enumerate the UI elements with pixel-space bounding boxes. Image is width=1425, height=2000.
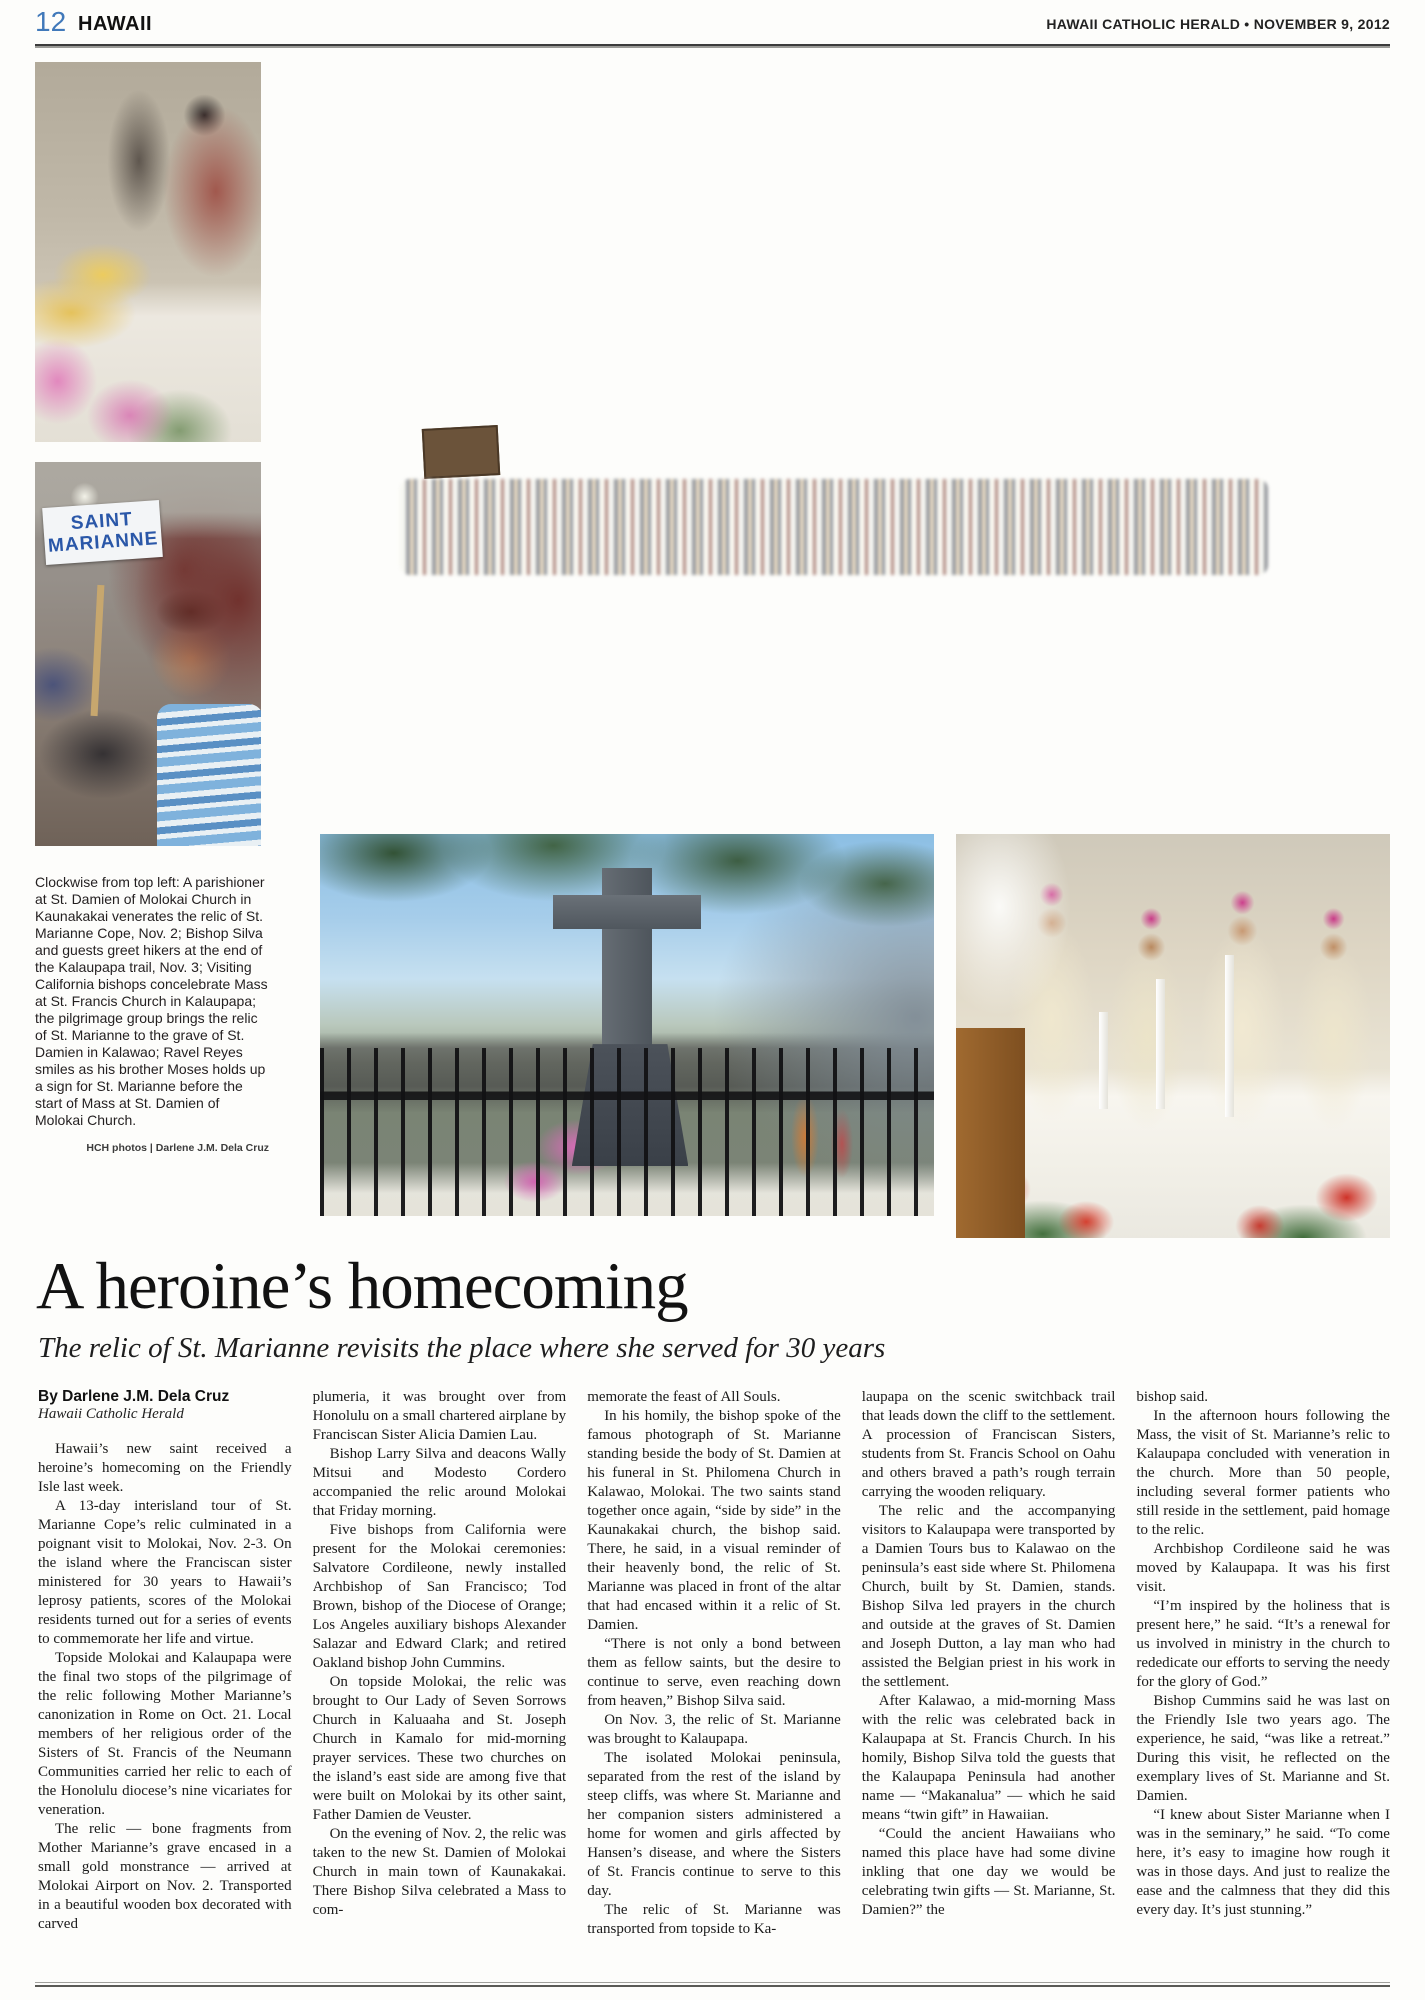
sign-stick [90, 585, 104, 716]
photo-boy-with-sign [35, 462, 261, 846]
photo-parishioner-venerates-relic [35, 62, 261, 442]
masthead-dateline: HAWAII CATHOLIC HERALD • NOVEMBER 9, 2012 [1046, 16, 1390, 32]
article-paragraph: A 13-day interisland tour of St. Marianne Cope’s relic culminated in a poignant visit to Molokai, Nov. 2-3. On the island where the Franciscan sister ministered for 30 years to Hawaii’s leprosy patients, scores of the Molokai residents turned out for a series of events to commemorate her life and virtue. [38, 1498, 292, 1647]
photo-hikers-kalaupapa-trail [278, 62, 1390, 806]
article-paragraph: memorate the feast of All Souls. [587, 1389, 781, 1405]
article-paragraph: bishop said. [1136, 1389, 1209, 1405]
article-headline: A heroine’s homecoming [36, 1249, 688, 1323]
wooden-trail-sign [421, 425, 500, 479]
article-paragraph: plumeria, it was brought over from Honolulu on a small chartered airplane by Franciscan Sister Alicia Damien Lau. [312, 1389, 567, 1443]
footer-rule [35, 1982, 1390, 1987]
article-column [862, 1388, 1116, 1980]
sign-text-line1: SAINT [70, 509, 134, 535]
article-column [313, 1388, 567, 1980]
boy-striped-shirt [157, 704, 261, 846]
article-paragraph: In the afternoon hours following the Mass, the visit of St. Marianne’s relic to Kalaupapa concluded with veneration in the church. More than 50 people, including several former patients who still reside in the settlement, paid homage to the relic. [1136, 1408, 1390, 1538]
altar-candle [1099, 1012, 1108, 1109]
article-paragraph: Five bishops from California were present for the Molokai ceremonies: Salvatore Cordileone, newly installed Archbishop of San Francisco; Tod Brown, bishop of the Diocese of Orange; Los Angeles auxiliary bishops Alexander Salazar and Edward Clark; and retired Oakland bishop John Cummins. [312, 1522, 567, 1671]
article-paragraph: The relic — bone fragments from Mother Marianne’s grave encased in a small gold monstrance — arrived at Molokai Airport on Nov. 2. Transported in a beautiful wooden box decorated with carved [38, 1821, 292, 1932]
article-paragraph: “I knew about Sister Marianne when I was in the seminary,” he said. “To come here, it’s easy to imagine how rough it was in those days. And just to realize the ease and the calmness that they did this every day. It’s just stunning.” [1136, 1807, 1390, 1918]
article-paragraph: After Kalawao, a mid-morning Mass with the relic was celebrated back in Kalaupapa at St. Francis Church. In his homily, Bishop Silva told the guests that the Kalaupapa Peninsula had another name — “Makanalua” — which he said means “twin gift” in Hawaiian. [861, 1693, 1116, 1823]
altar-candle [1225, 955, 1234, 1117]
article-paragraph: In his homily, the bishop spoke of the famous photograph of St. Marianne standing beside the body of St. Damien at his funeral in St. Philomena Church in Kalawao, Molokai. The two saints stand together once again, “side by side” in the Kaunakakai church, the bishop said. There, he said, in a visual reminder of their heavenly bond, the relic of St. Marianne was placed in front of the altar that had encased within it a relic of St. Damien. [587, 1408, 841, 1633]
article-paragraph: On topside Molokai, the relic was brought to Our Lady of Seven Sorrows Church in Kaluaaha and St. Joseph Church in Kamalo for mid-morning prayer services. These two churches on the island’s east side are among five that were built on Molokai by its other saint, Father Damien de Veuster. [312, 1674, 567, 1823]
section-title: HAWAII [78, 13, 153, 35]
article-deck: The relic of St. Marianne revisits the place where she served for 30 years [38, 1332, 886, 1364]
article-body [38, 1388, 1390, 1980]
stone-cross-arms [553, 895, 700, 929]
article-paragraph: “There is not only a bond between them as fellow saints, but the desire to continue to serve, even reaching down from heaven,” Bishop Silva said. [587, 1636, 841, 1709]
article-column [38, 1388, 292, 1980]
article-paragraph: “Could the ancient Hawaiians who named this place have had some divine inkling that one day we would be celebrating twin gifts — St. Marianne, St. Damien?” the [861, 1826, 1116, 1918]
article-paragraph: “I’m inspired by the holiness that is present here,” he said. “It’s a renewal for us involved in ministry in the church to rededicate our efforts to serving the needy for the glory of God.” [1136, 1598, 1390, 1690]
article-paragraph: Archbishop Cordileone said he was moved by Kalaupapa. It was his first visit. [1136, 1541, 1390, 1595]
article-paragraph: On the evening of Nov. 2, the relic was taken to the new St. Damien of Molokai Church in main town of Kaunakakai. There Bishop Silva celebrated a Mass to com- [312, 1826, 567, 1918]
saint-marianne-sign [42, 500, 163, 565]
photo-damien-grave-kalawao [320, 834, 934, 1216]
page-number: 12 [35, 6, 67, 37]
photo-credit: HCH photos | Darlene J.M. Dela Cruz [86, 1142, 269, 1154]
article-paragraph: laupapa on the scenic switchback trail that leads down the cliff to the settlement. A procession of Franciscan Sisters, students from St. Francis School on Oahu and others braved a path’s rough terrain carrying the wooden reliquary. [861, 1389, 1116, 1500]
article-paragraph: Hawaii’s new saint received a heroine’s homecoming on the Friendly Isle last week. [38, 1441, 292, 1495]
article-paragraph: Bishop Larry Silva and deacons Wally Mitsui and Modesto Cordero accompanied the relic around Molokai that Friday morning. [312, 1446, 567, 1519]
article-paragraph: The isolated Molokai peninsula, separated from the rest of the island by steep cliffs, was where St. Marianne and her companion sisters administered a home for women and girls affected by Hansen’s disease, and where the Sisters of St. Francis continue to serve to this day. [587, 1750, 841, 1899]
byline: By Darlene J.M. Dela Cruz [38, 1388, 230, 1405]
article-paragraph: Topside Molokai and Kalaupapa were the final two stops of the pilgrimage of the relic following Mother Marianne’s canonization in Rome on Oct. 21. Local members of her religious order of the Sisters of St. Francis of the Neumann Communities carried her relic to each of the Honolulu diocese’s nine vicariates for veneration. [38, 1650, 292, 1818]
article-column [587, 1388, 841, 1980]
article-paragraph: The relic and the accompanying visitors to Kalaupapa were transported by a Damien Tours bus to Kalawao on the peninsula’s east side where St. Philomena Church, built by St. Damien, stands. Bishop Silva led prayers in the church and outside at the graves of St. Damien and Joseph Dutton, a lay man who had assisted the Belgian priest in his work in the settlement. [861, 1503, 1116, 1690]
photo-bishops-mass-altar [956, 834, 1390, 1238]
crowd-of-hikers [400, 479, 1267, 576]
article-paragraph: Bishop Cummins said he was last on the Friendly Isle two years ago. The experience, he said, “was like a retreat.” During this visit, he reflected on the exemplary lives of St. Marianne and St. Damien. [1136, 1693, 1390, 1804]
sign-text-line2: MARIANNE [47, 528, 160, 558]
article-paragraph: The relic of St. Marianne was transported from topside to Ka- [587, 1902, 841, 1937]
iron-fence [320, 1048, 934, 1216]
altar-candle [1156, 979, 1165, 1108]
article-column [1136, 1388, 1390, 1980]
article-paragraph: On Nov. 3, the relic of St. Marianne was brought to Kalaupapa. [587, 1712, 841, 1747]
photo-caption: Clockwise from top left: A parishioner at St. Damien of Molokai Church in Kaunakakai venerates the relic of St. Marianne Cope, Nov. 2; Bishop Silva and guests greet hikers at the end of the Kalaupapa trail, Nov. 3; Visiting California bishops concelebrate Mass at St. Francis Church in Kalaupapa; the pilgrimage group brings the relic of St. Marianne to the grave of St. Damien in Kalawao; Ravel Reyes smiles as his brother Moses holds up a sign for St. Marianne before the start of Mass at St. Damien of Molokai Church. [35, 874, 268, 1128]
header-rule [35, 44, 1390, 48]
byline-organization: Hawaii Catholic Herald [38, 1406, 184, 1422]
wooden-pulpit [956, 1028, 1025, 1238]
